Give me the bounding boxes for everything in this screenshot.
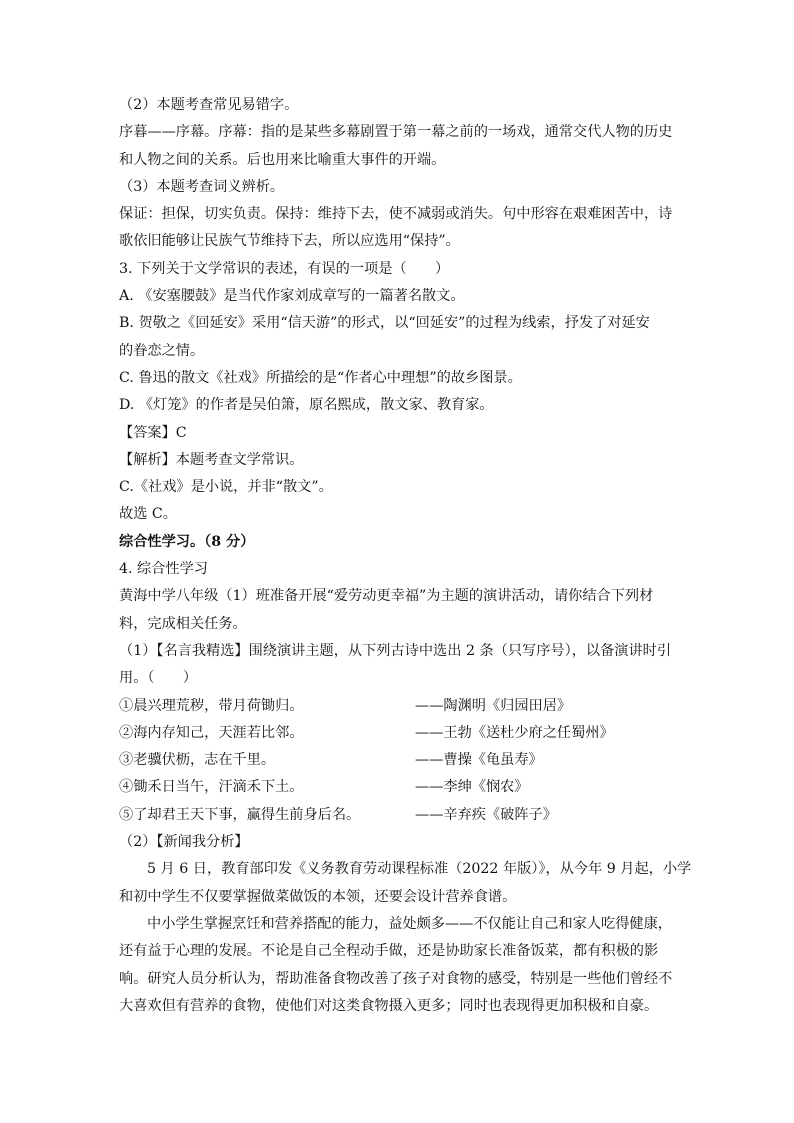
explanation-text: 序暮——序幕。序幕：指的是某些多幕剧置于第一幕之前的一场戏，通常交代人物的历史 bbox=[119, 124, 673, 141]
subquestion-2-heading: （2）本题考查常见易错字。 bbox=[119, 97, 299, 113]
news-paragraph-2-continued: 大喜欢但有营养的食物，使他们对这类食物摄入更多；同时也表现得更加积极和自豪。 bbox=[119, 997, 659, 1014]
poem-item bbox=[119, 720, 679, 747]
task-1-prompt: （1）【名言我精选】围绕演讲主题，从下列古诗中选出 2 条（只写序号），以备演讲时引 bbox=[119, 642, 672, 659]
explanation-text: 歌依旧能够让民族气节维持下去，所以应选用“保持”。 bbox=[119, 233, 460, 250]
poem-line: ①晨兴理荒秽，带月荷锄归。 bbox=[119, 697, 304, 714]
option-c: C. 鲁迅的散文《社戏》所描绘的是“作者心中理想”的故乡图景。 bbox=[119, 369, 522, 386]
poem-line: ③老骥伏枥，志在千里。 bbox=[119, 752, 276, 769]
news-paragraph-2-continued: 还有益于心理的发展。不论是自己全程动手做，还是协助家长准备饭菜，都有积极的影 bbox=[119, 943, 659, 960]
poem-item bbox=[119, 802, 679, 829]
analysis-text: C.《社戏》是小说，并非“散文”。 bbox=[119, 479, 333, 496]
news-paragraph-1: 5 月 6 日，教育部印发《义务教育劳动课程标准（2022 年版）》，从今年 9 月起，小学 bbox=[147, 861, 692, 878]
poem-source: ——李绅《悯农》 bbox=[415, 779, 529, 796]
analysis-label: 【解析】本题考查文学常识。 bbox=[119, 451, 304, 468]
answer-label: 【答案】C bbox=[119, 424, 187, 441]
question-4-intro-continued: 料，完成相关任务。 bbox=[119, 615, 247, 632]
option-b-continued: 的眷恋之情。 bbox=[119, 342, 205, 359]
poem-source: ——辛弃疾《破阵子》 bbox=[415, 806, 557, 823]
poem-source: ——王勃《送杜少府之任蜀州》 bbox=[415, 724, 614, 741]
option-a: A. 《安塞腰鼓》是当代作家刘成章写的一篇著名散文。 bbox=[119, 288, 465, 305]
news-paragraph-2-continued: 响。研究人员分析认为，帮助准备食物改善了孩子对食物的感受，特别是一些他们曾经不 bbox=[119, 970, 673, 987]
option-d: D. 《灯笼》的作者是吴伯箫，原名熙成，散文家、教育家。 bbox=[119, 397, 494, 414]
explanation-text: 和人物之间的关系。后也用来比喻重大事件的开端。 bbox=[119, 151, 446, 168]
answer-conclusion: 故选 C。 bbox=[119, 506, 177, 523]
question-4-intro: 黄海中学八年级（1）班准备开展“爱劳动更幸福”为主题的演讲活动，请你结合下列材 bbox=[119, 588, 654, 605]
document-content bbox=[119, 92, 692, 1020]
poem-line: ⑤了却君王天下事，赢得生前身后名。 bbox=[119, 806, 361, 823]
poem-line: ④锄禾日当午，汗滴禾下土。 bbox=[119, 779, 304, 796]
poem-line: ②海内存知己，天涯若比邻。 bbox=[119, 724, 304, 741]
news-paragraph-2: 中小学生掌握烹饪和营养搭配的能力，益处颇多——不仅能让自己和家人吃得健康， bbox=[147, 915, 672, 932]
poem-source: ——曹操《龟虽寿》 bbox=[415, 752, 543, 769]
explanation-text: 保证：担保，切实负责。保持：维持下去，使不减弱或消失。句中形容在艰难困苦中，诗 bbox=[119, 206, 673, 223]
poem-item bbox=[119, 693, 679, 720]
poem-item bbox=[119, 774, 679, 801]
section-heading: 综合性学习。（8 分） bbox=[119, 533, 255, 550]
question-3-stem: 3. 下列关于文学常识的表述，有误的一项是（ ） bbox=[119, 260, 450, 277]
poem-item bbox=[119, 747, 679, 774]
question-4-stem: 4. 综合性学习 bbox=[119, 561, 208, 578]
task-2-heading: （2）【新闻我分析】 bbox=[119, 834, 249, 851]
poem-source: ——陶渊明《归园田居》 bbox=[415, 697, 572, 714]
task-1-prompt-continued: 用。（ ） bbox=[119, 670, 198, 687]
option-b: B. 贺敬之《回延安》采用“信天游”的形式，以“回延安”的过程为线索，抒发了对延安 bbox=[119, 315, 650, 332]
subquestion-3-heading: （3）本题考查词义辨析。 bbox=[119, 178, 285, 195]
news-paragraph-1-continued: 和初中学生不仅要掌握做菜做饭的本领，还要会设计营养食谱。 bbox=[119, 888, 517, 905]
